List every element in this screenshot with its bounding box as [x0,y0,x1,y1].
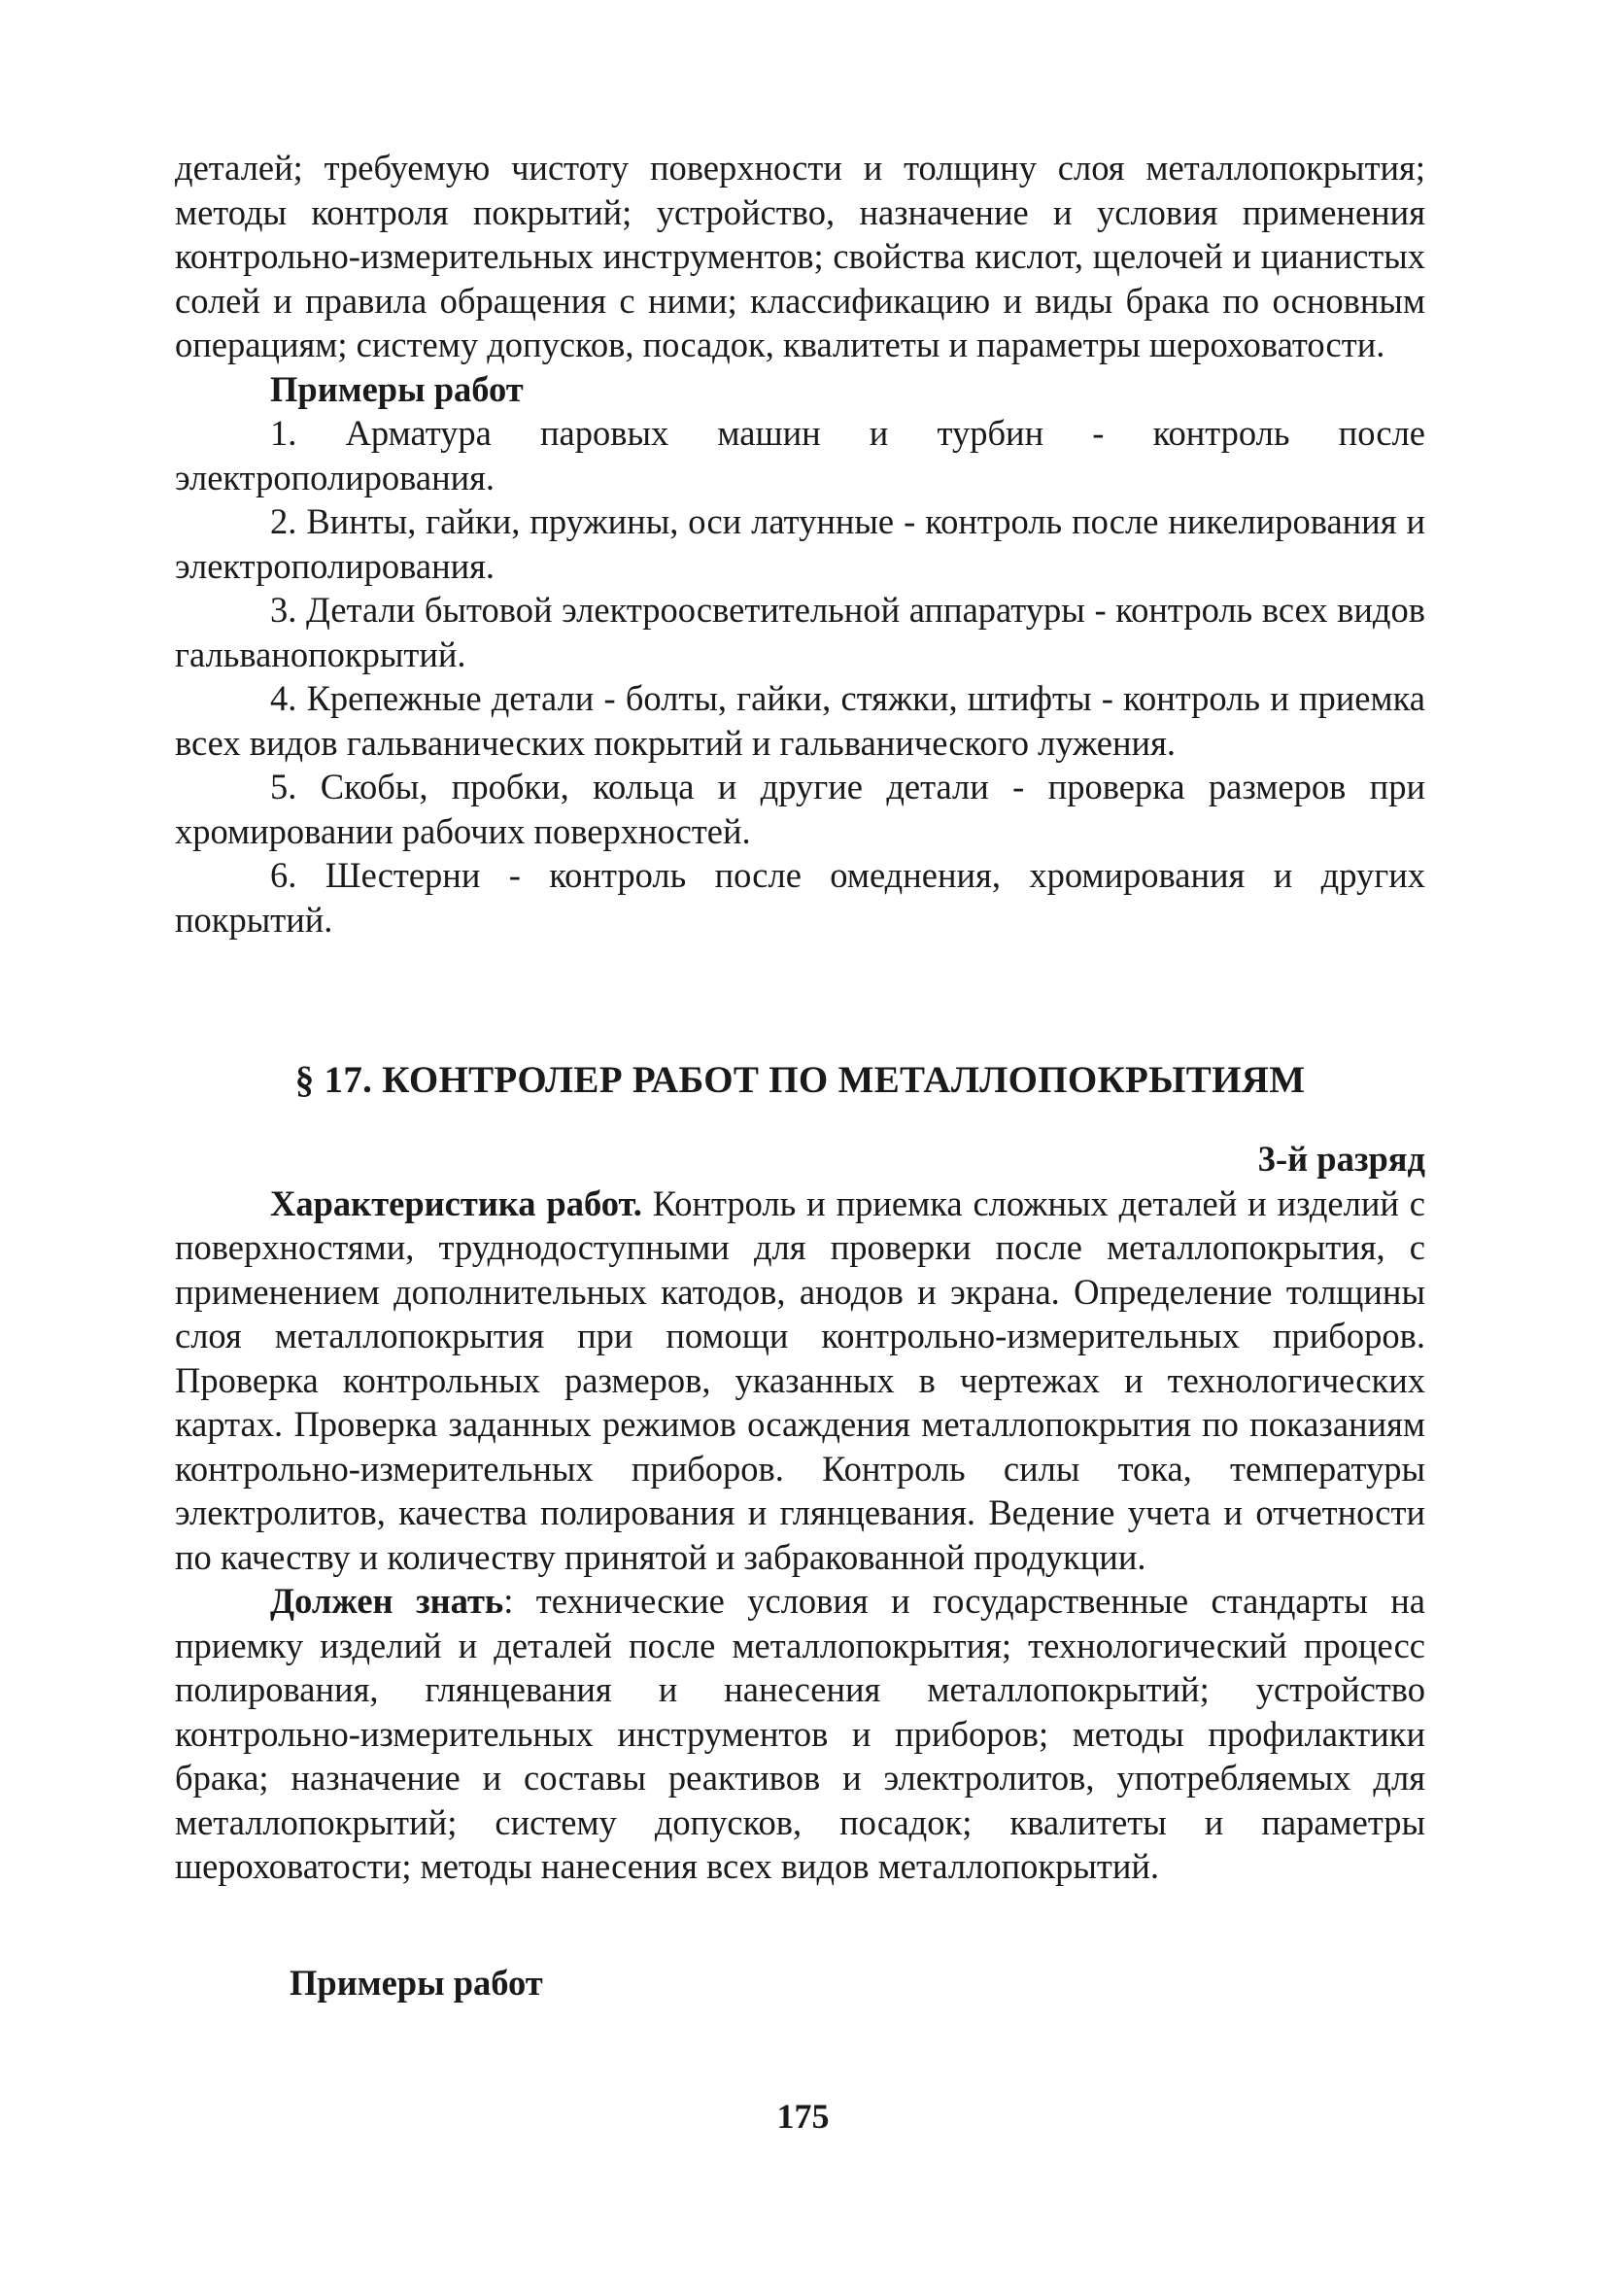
characteristics-label: Характеристика работ. [270,1182,642,1223]
rank-label: 3-й разряд [1257,1139,1425,1179]
page-number: 175 [776,2097,830,2136]
example-item: 1. Арматура паровых машин и турбин - контроль после электрополирования. [175,413,1425,497]
example-item: 6. Шестерни - контроль после омеднения, хромирования и других покрытий. [175,855,1425,940]
continuation-paragraph: деталей; требуемую чистоту поверхности и толщину слоя металлопокрытия; методы контроля покрытий; устройство, назначение и условия применения контрольно-измерительных инструментов; свойства кислот, щелочей и цианистых солей и правила обращения с ними; классификацию и виды брака по основным операциям; систему допусков, посадок, квалитеты и параметры шероховатости. [175,148,1425,364]
must-know-label: Должен знать [270,1581,504,1621]
top-text-block [175,146,1425,942]
characteristics-paragraph [175,1182,1425,1580]
example-item: 4. Крепежные детали - болты, гайки, стяжки, штифты - контроль и приемка всех видов гальванических покрытий и гальванического лужения. [175,678,1425,763]
section-body [175,1137,1425,1889]
characteristics-text: Контроль и приемка сложных деталей и изделий с поверхностями, труднодоступными для проверки после металлопокрытия, с применением дополнительных катодов, анодов и экрана. Определение толщины слоя металлопокрытия при помощи контрольно-измерительных приборов. Проверка контрольных размеров, указанных в чертежах и технологических картах. Проверка заданных режимов осаждения металлопокрытия по показаниям контрольно-измерительных приборов. Контроль силы тока, температуры электролитов, качества полирования и глянцевания. Ведение учета и отчетности по качеству и количеству принятой и забракованной продукции. [175,1182,1425,1577]
example-item: 2. Винты, гайки, пружины, оси латунные - контроль после никелирования и электрополирования. [175,501,1425,586]
section-title: § 17. КОНТРОЛЕР РАБОТ ПО МЕТАЛЛОПОКРЫТИЯМ [294,1059,1306,1101]
example-item: 3. Детали бытовой электроосветительной аппаратуры - контроль всех видов гальванопокрытий. [175,590,1425,674]
must-know-paragraph [175,1579,1425,1889]
example-item: 5. Скобы, пробки, кольца и другие детали - проверка размеров при хромировании рабочих поверхностей. [175,767,1425,851]
must-know-text: : технические условия и государственные стандарты на приемку изделий и деталей после металлопокрытия; технологический процесс полирования, глянцевания и нанесения металлопокрытий; устройство контрольно-измерительных инструментов и приборов; методы профилактики брака; назначение и составы реактивов и электролитов, употребляемых для металлопокрытий; систему допусков, посадок; квалитеты и параметры шероховатости; методы нанесения всех видов металлопокрытий. [175,1581,1425,1886]
examples-heading: Примеры работ [270,368,524,409]
examples-heading-bottom: Примеры работ [290,1963,543,2003]
